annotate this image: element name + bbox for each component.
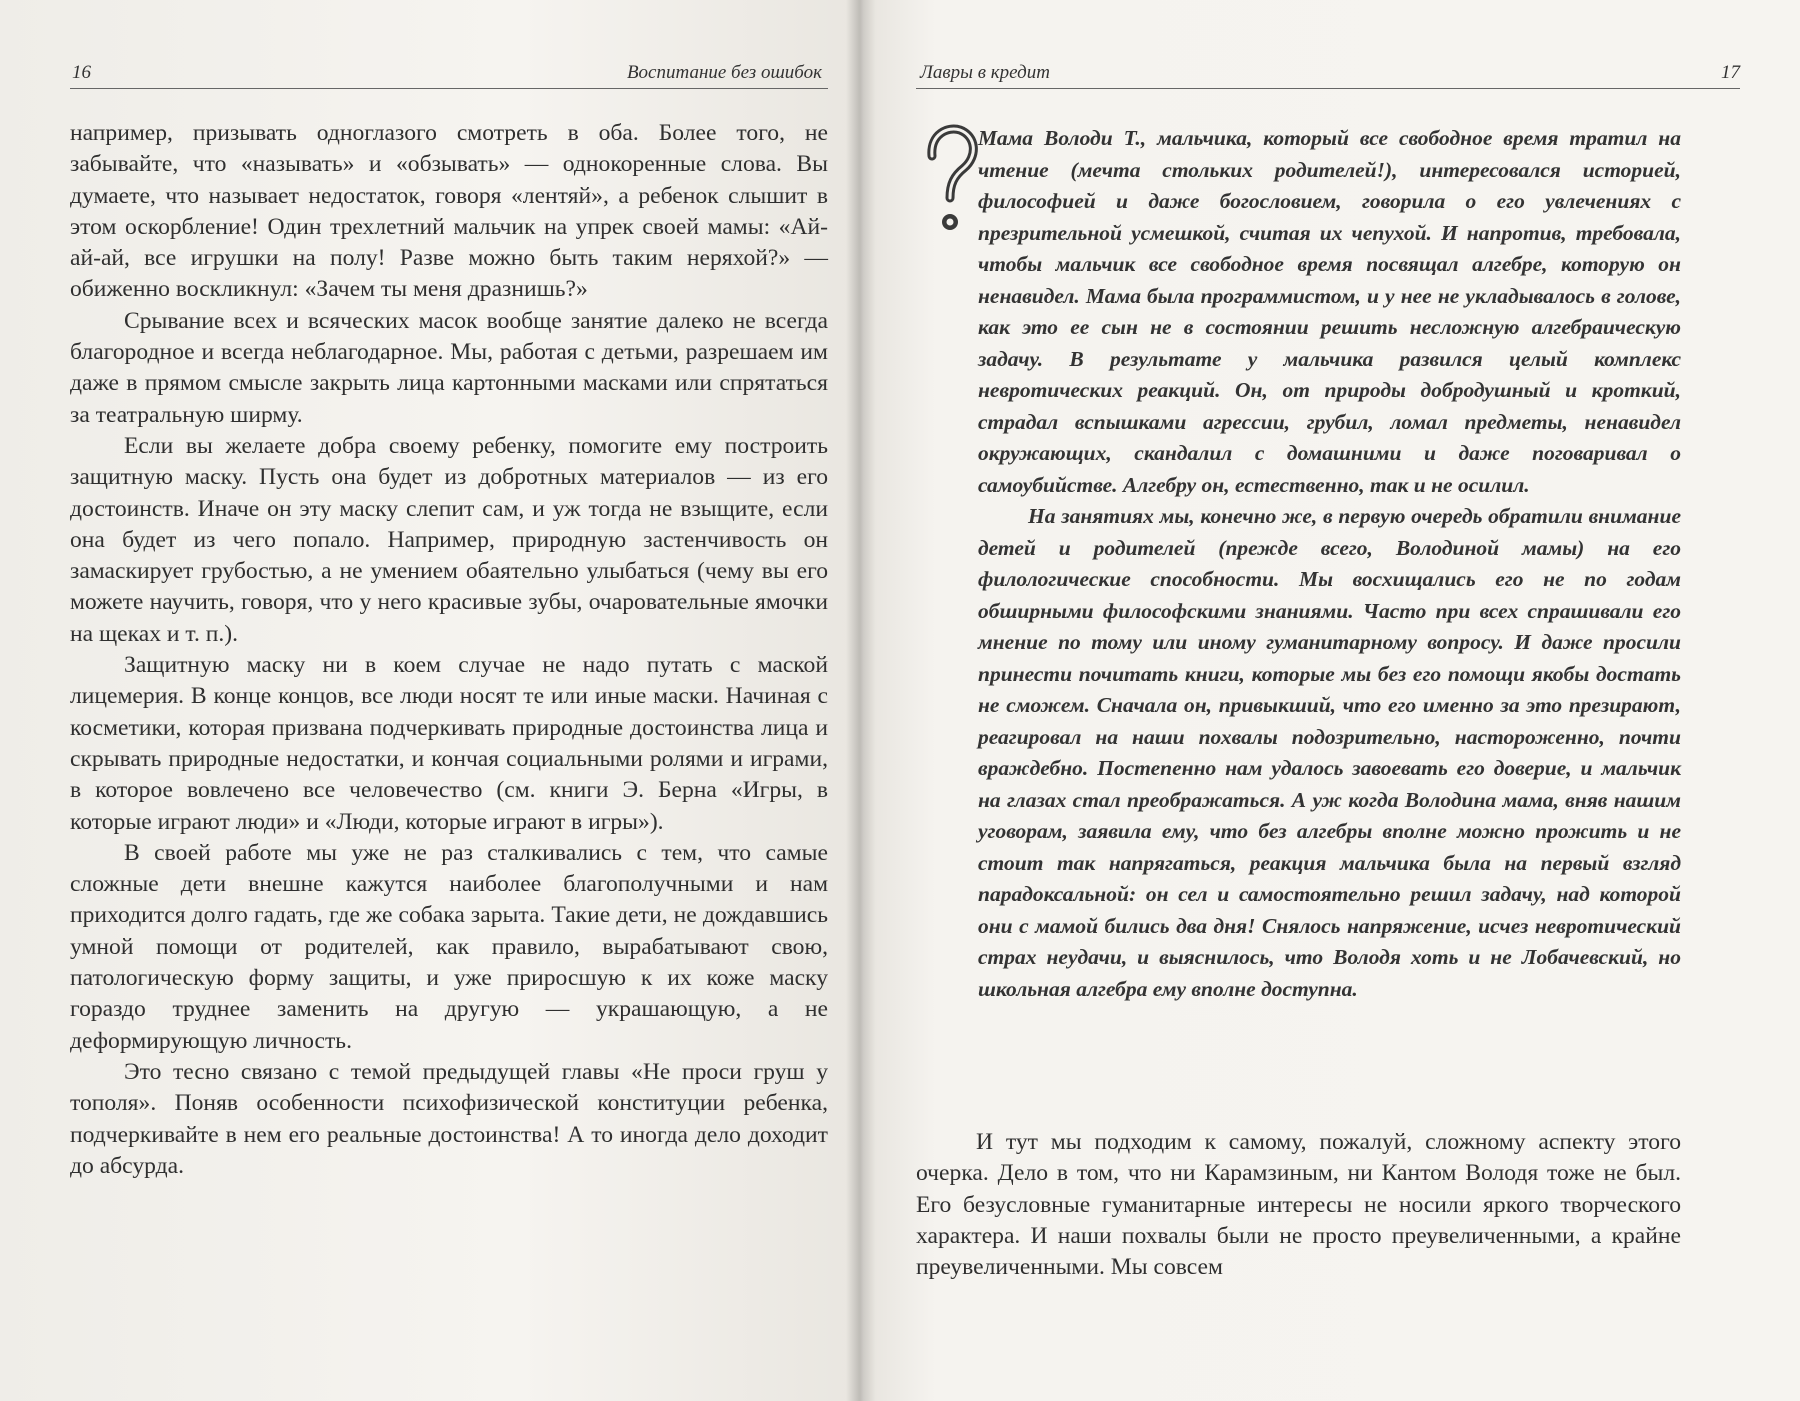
running-title-right: Лавры в кредит (920, 62, 1050, 83)
left-page (0, 0, 860, 1401)
case-paragraph: Мама Володи Т., мальчика, который все свободное время тратил на чтение (мечта стольких родителей!), интересовался историей, философией и даже богословием, говорила о его увлечениях с презрительной усмешкой, считая их чепухой. И напротив, требовала, чтобы мальчик все свободное время посвящал алгебре, которую он ненавидел. Мама была программистом, и у нее не укладывалось в голове, как это ее сын не в состоянии решить несложную алгебраическую задачу. В результате у мальчика развился целый комплекс невротических реакций. Он, от природы добродушный и кроткий, страдал вспышками агрессии, грубил, ломал предметы, ненавидел окружающих, скандалил с домашними и даже поговаривал о самоубийстве. Алгебру он, естественно, так и не осилил. (978, 126, 1681, 497)
paragraph: например, призывать одноглазого смотреть в оба. Более того, не забывайте, что «называть» и «обзывать» — однокоренные слова. Вы думаете, что называет недостаток, говоря «лентяй», а ребенок слышит в этом оскорбление! Один трехлетний мальчик на упрек своей мамы: «Ай-ай-ай, все игрушки на полу! Разве можно быть таким неряхой?» — обиженно воскликнул: «Зачем ты меня дразнишь?» (70, 120, 828, 303)
book-gutter (846, 0, 876, 1401)
header-rule-right (916, 88, 1740, 89)
running-title-left: Воспитание без ошибок (626, 62, 822, 83)
paragraph: Защитную маску ни в коем случае не надо путать с маской лицемерия. В конце концов, все люди носят те или иные маски. Начиная с косметики, которая призвана подчеркивать природные достоинства лица и скрывать природные недостатки, и кончая социальными ролями и играми, в которое вовлечено все человечество (см. книги Э. Берна «Игры, в которые играют люди» и «Люди, которые играют в игры»). (70, 652, 828, 835)
case-study-block (978, 123, 1681, 1005)
header-rule-left (70, 88, 828, 89)
paragraph: В своей работе мы уже не раз сталкивались с тем, что самые сложные дети внешне кажутся наиболее благополучными и нам приходится долго гадать, где же собака зарыта. Такие дети, не дождавшись умной помощи от родителей, как правило, вырабатывают свою, патологическую форму защиты, и уже приросшую к их коже маску гораздо труднее заменить на другую — украшающую, а не деформирующую личность. (70, 839, 828, 1054)
page-number-left: 16 (72, 62, 91, 83)
paragraph: Это тесно связано с темой предыдущей главы «Не проси груш у тополя». Поняв особенности психофизической конституции ребенка, подчеркивайте в нем его реальные достоинства! А то иногда дело доходит до абсурда. (70, 1058, 828, 1179)
question-mark-icon (918, 122, 986, 240)
right-page-body (916, 1127, 1681, 1283)
left-page-body (70, 118, 828, 1182)
paragraph: Срывание всех и всяческих масок вообще занятие далеко не всегда благородное и всегда неблагодарное. Мы, работая с детьми, разрешаем им даже в прямом смысле закрыть лица картонными масками или спрятаться за театральную ширму. (70, 307, 828, 428)
paragraph: Если вы желаете добра своему ребенку, помогите ему построить защитную маску. Пусть она будет из добротных материалов — из его достоинств. Иначе он эту маску слепит сам, и уж тогда не взыщите, если она будет из чего попало. Например, природную застенчивость он замаскирует грубостью, а не умением обаятельно улыбаться (чему вы его можете научить, говоря, что у него красивые зубы, очаровательные ямочки на щеках и т. п.). (70, 432, 828, 647)
page-number-right: 17 (1721, 62, 1740, 83)
paragraph: И тут мы подходим к самому, пожалуй, сложному аспекту этого очерка. Дело в том, что ни Карамзиным, ни Кантом Володя тоже не был. Его безусловные гуманитарные интересы не носили яркого творческого характера. И наши похвалы были не просто преувеличенными, а крайне преувеличенными. Мы совсем (916, 1129, 1681, 1281)
case-paragraph: На занятиях мы, конечно же, в первую очередь обратили внимание детей и родителей (прежде всего, Володиной мамы) на его филологические способности. Мы восхищались его не по годам обширными философскими знаниями. Часто при всех спрашивали его мнение по тому или иному гуманитарному вопросу. И даже просили принести почитать книги, которые мы без его помощи якобы достать не сможем. Сначала он, привыкший, что его именно за это презирают, реагировал на наши похвалы подозрительно, настороженно, почти враждебно. Постепенно нам удалось завоевать его доверие, и мальчик на глазах стал преображаться. А уж когда Володина мама, вняв нашим уговорам, заявила ему, что без алгебры вполне можно прожить и не стоит так напрягаться, реакция мальчика была на первый взгляд парадоксальной: он сел и самостоятельно решил задачу, над которой они с мамой бились два дня! Снялось напряжение, исчез невротический страх неудачи, и выяснилось, что Володя хоть и не Лобачевский, но школьная алгебра ему вполне доступна. (978, 504, 1681, 1001)
